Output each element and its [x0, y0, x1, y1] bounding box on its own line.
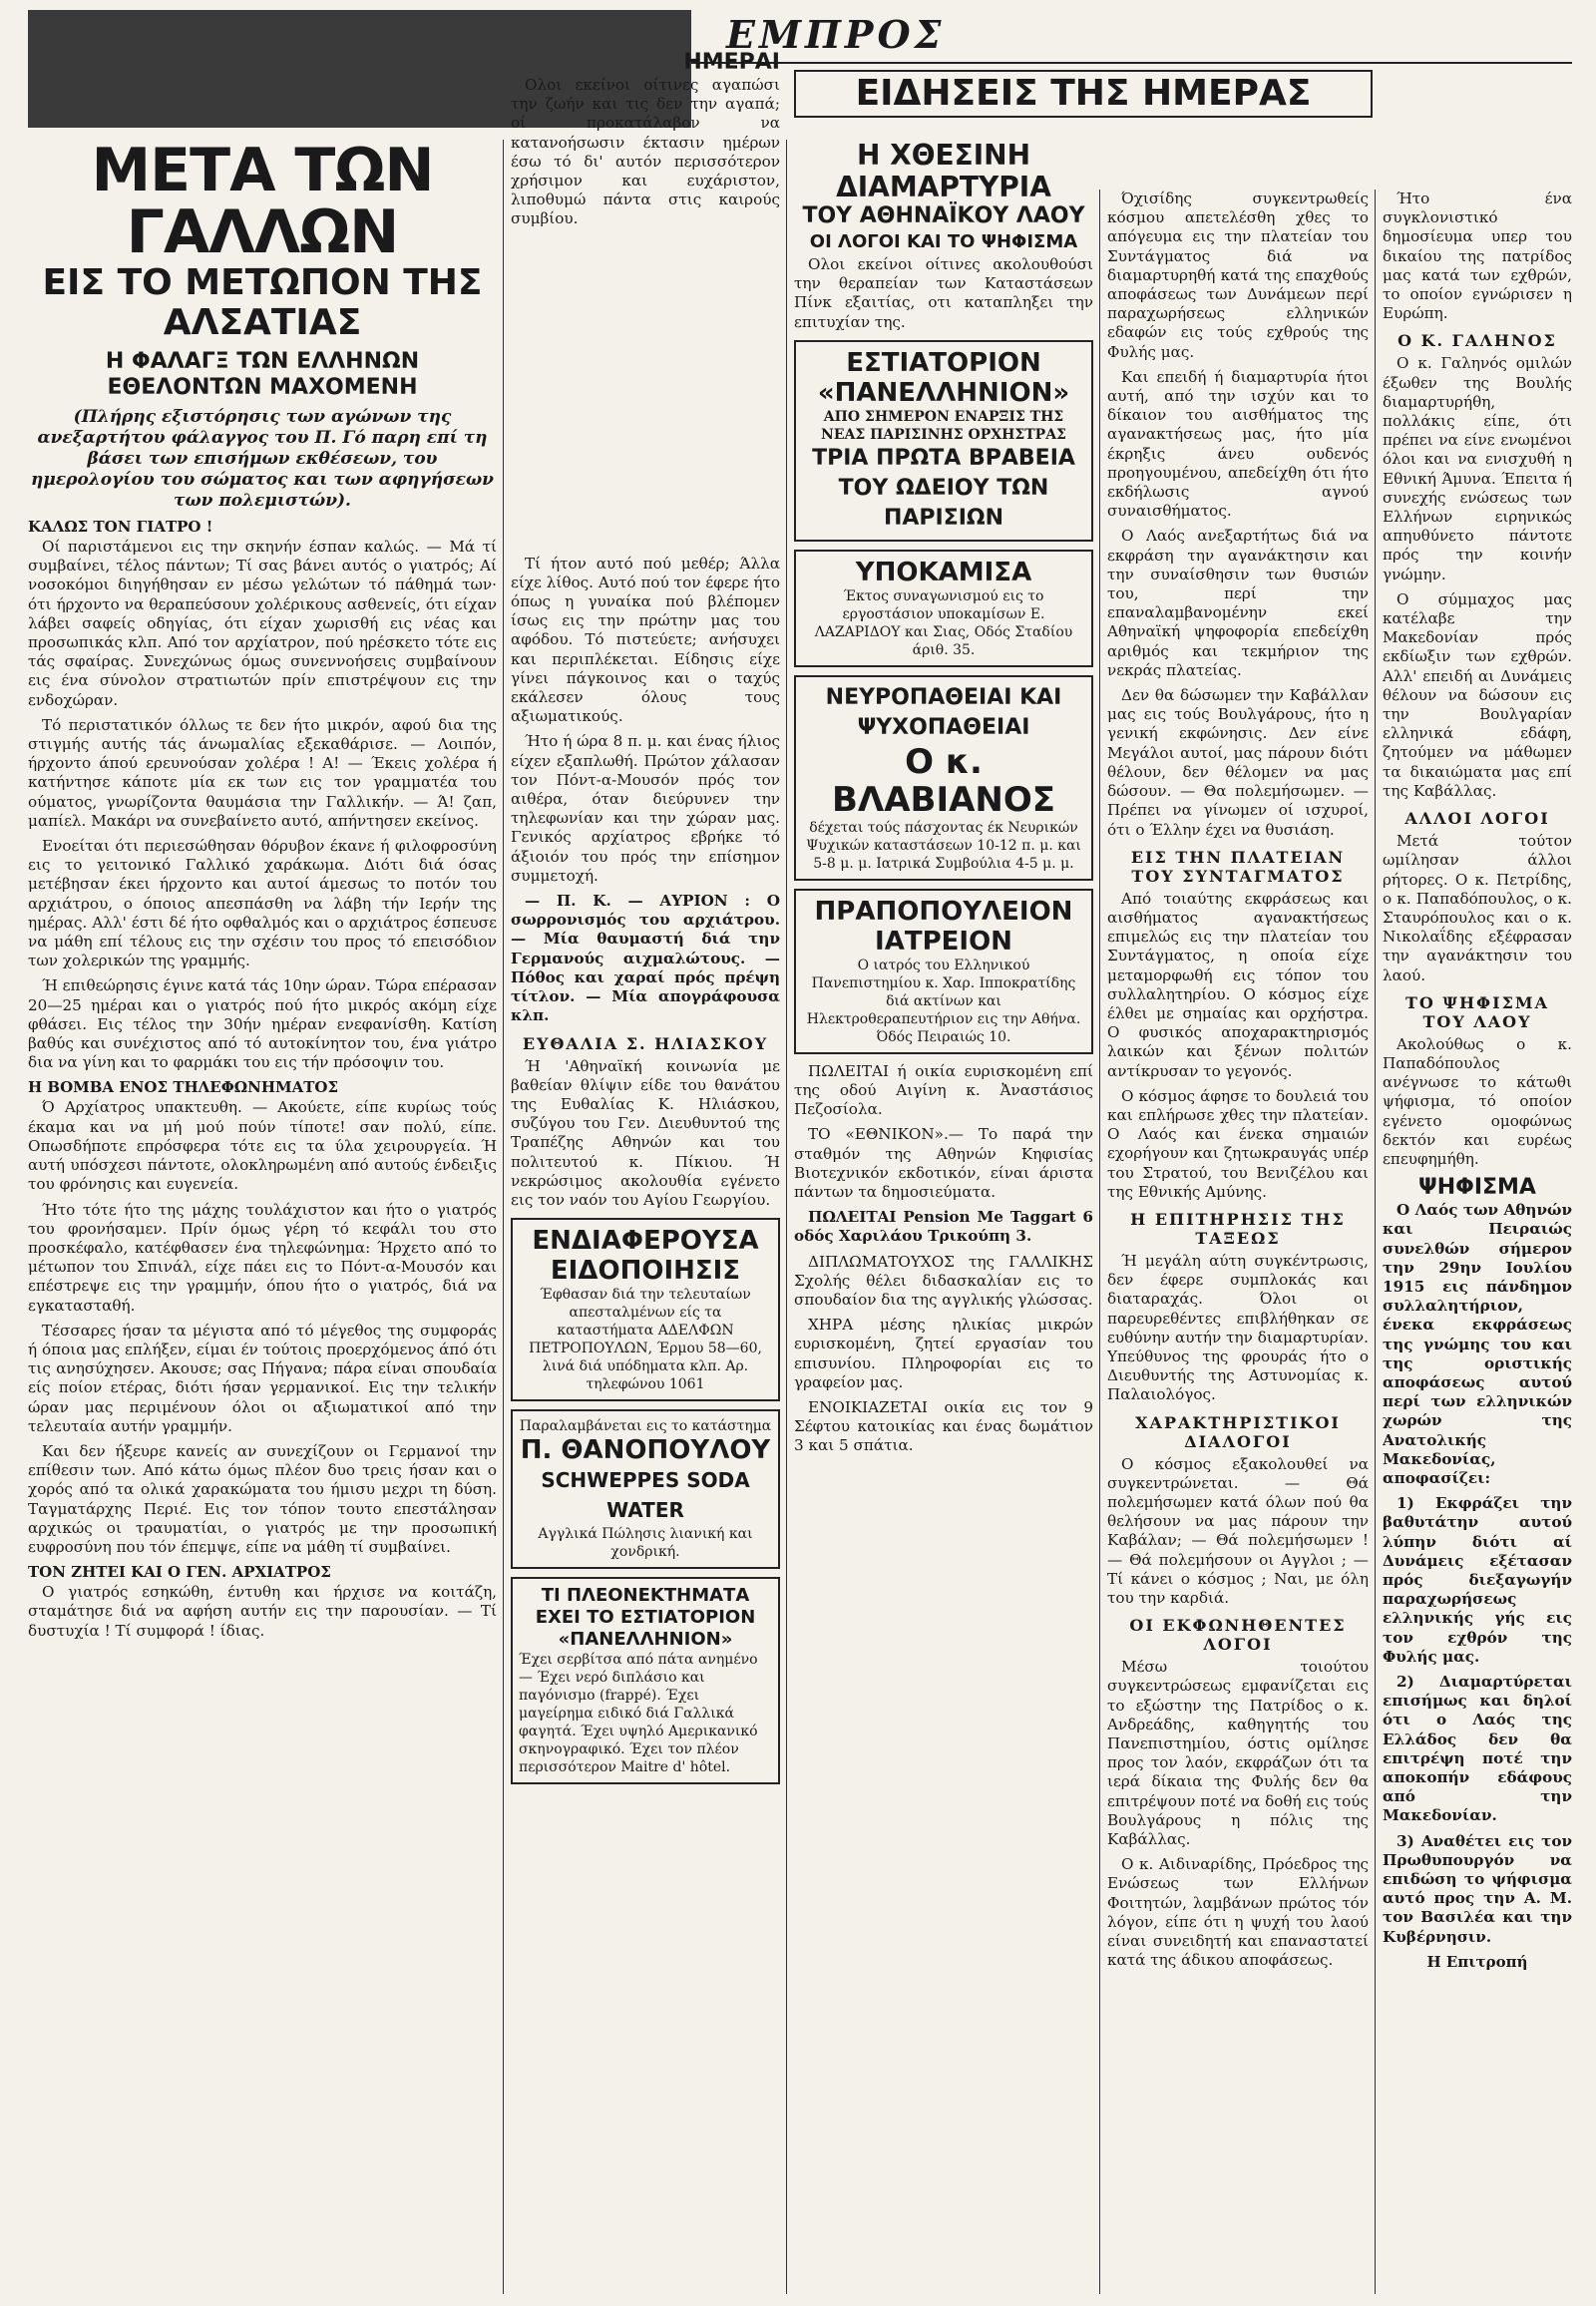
body-text: Οί παριστάμενοι εις την σκηνήν έσπαν καλώς. — Μά τί συμβαίνει, τέλος πάντων; Τί σας βάνει αυτός ο γιατρός; Αί νοσοκόμοι διηγήθησαν εν μέσω γελώτων τό πάθημά των· ότι ήρχοντο να θεραπεύσουν χολέρικους ασθενείς, ότι είχαν λάβει σαφείς οδηγίας, ότι είχαν χωρισθή εις νέας και προσωπικάς κλπ. Από τον αρχίατρον, πού ηρέσκετο τότε εις τάς σφαίρας. Συνεχώνως όμως συνεννοήσεις συμβαίνουν εις ένα σύνολον στρατιωτών πρίν επιστρέψουν εις την ενδοχώραν. [28, 538, 497, 709]
body-text: Και επειδή ή διαμαρτυρία ήτοι αυτή, από την ισχύν και το δίκαιον του αισθήματος της αγανακτήσεως μας, ήτο μία έκρηξις άνευ ουδενός προηγουμένου, απεδείχθη ότι ήτο εκδήλωσις αγνού συναισθήματος. [1107, 367, 1369, 521]
body-text: Και δεν ήξευρε κανείς αν συνεχίζουν οι Γερμανοί την επίθεσιν των. Από κάτω όμως πλέον δυο τρεις ήσαν και ο χορός από τα ολικά χαρακώματα του ήμισυ μεχρι τη δύση. Ταγματάρχης Περιέ. Εις τον τόπον τουτο επεστάλησαν αρχικώς οι τραυματίαι, ο γιατρός με την προσωπική ευφροσύνη που τόν έπεμψε, είπε να μάθη τί συμβαίνει. [28, 1441, 497, 1556]
ad-title: ΝΕΥΡΟΠΑΘΕΙΑΙ ΚΑΙ ΨΥΧΟΠΑΘΕΙΑΙ [825, 684, 1062, 740]
body-text: Ολοι εκείνοι οίτινες αγαπώσι την ζωήν και τις δεν την αγαπά; οί προκατάλαβον να κατανοήσωσιν έκτασιν ημέρων έσω τό δι' αυτόν περισσότερον χρήσιμον και ευχάριστον, λιποθυμώ πάντα στις καιρούς συμβίου. [511, 76, 780, 228]
column-2 [511, 50, 780, 2294]
advert-box [511, 1409, 780, 1569]
column-divider [786, 140, 787, 2294]
column-5 [1383, 190, 1572, 2294]
headline-sub: ΕΙΣ ΤΟ ΜΕΤΩΠΟΝ ΤΗΣ ΑΛΣΑΤΙΑΣ [42, 262, 483, 343]
ad-tag: Αγγλικά Πώλησις λιανική και χονδρική. [538, 1526, 753, 1561]
sub-headline-3: ΟΙ ΛΟΓΟΙ ΚΑΙ ΤΟ ΨΗΦΙΣΜΑ [809, 231, 1078, 252]
body-text: Τί ήτον αυτό πού μεθέρ; Άλλα είχε λίθος. Αυτό πού τον έφερε ήτο όπως η γυναίκα πού βλέπομεν ίσως εις την πρώτην μας του αφόδου. Τό πιστεύετε; ανήσυχει και περιπλέκεται. Είδησις είχε γίνει πάγκοινος και ο ταχύς εκάλεσεν όλους τους αξιωματικούς. [511, 554, 780, 726]
body-text: Ή μεγάλη αύτη συγκέντρωσις, δεν έφερε συμπλοκάς και διαταραχάς. Όλοι οι παρευρεθέντες επιβλήθηκαν σε ευθύνην αυτήν την διαμαρτυρίαν. Υπεύθυνος της φρουράς ήτο ο Διευθυντής της Αστυνομίας κ. Παλαιολόγος. [1107, 1251, 1369, 1404]
signature: Η Επιτροπή [1426, 1952, 1528, 1971]
body-text: Ήτο τότε ήτο της μάχης τουλάχιστον και ήτο ο γιατρός του φρονήσαμεν. Πρίν όμως γέρη τό κεφάλι του στο προσκέφαλο, κατέφθασεν ένα τηλεφώνημα: Ήρχετο από το μέτωπον του Σπινάλ, είχε πάει εις το Πόντ-α-Μουσόν και επέστρεψε εις την γραμμήν, όπου ήτο ο γιατρός, διά να εγκατασταθή. [28, 1200, 497, 1315]
body-text: Ο κ. Γαληνός ομιλών έξωθεν της Βουλής διαμαρτυρήθη, πολλάκις είπε, ότι πρέπει να είνε ενωμένοι όλοι και να ενισχυθή η Εθνική Άμυνα. Έπειτα ή συνεχής ενώσεως των Ελλήνων ειρηνικώς απηυθύνετο πάντοτε πρός την κοινήν γνώμην. [1383, 354, 1572, 583]
resolution-text: Ο Λαός των Αθηνών και Πειραιώς συνελθών σήμερον την 29ην Ιουλίου 1915 εις πάνδημον συλλαλητήριον, ένεκα εκφράσεως της γνώμης του και της οριστικής αποφάσεως αυτού περί των ελληνικών χωρών της Ανατολικής Μακεδονίας, αποφασίζει: [1383, 1201, 1572, 1487]
notice-title: ΕΝΔΙΑΦΕΡΟΥΣΑ ΕΙΔΟΠΟΙΗΣΙΣ [532, 1226, 759, 1287]
notice-box [511, 1218, 780, 1401]
body-text: ΔΙΠΛΩΜΑΤΟΥΧΟΣ της ΓΑΛΛΙΚΗΣ Σχολής θέλει διδασκαλίαν εις το σπουδαίον δια της αγγλικής γλώσσας. [794, 1252, 1093, 1310]
headline-main: ΜΕΤΑ ΤΩΝ ΓΑΛΛΩΝ [91, 140, 434, 267]
ad-title: ΠΡΑΠΟΠΟΥΛΕΙΟΝ ΙΑΤΡΕΙΟΝ [814, 896, 1073, 957]
paper-name: ΕΜΠΡΟΣ [726, 12, 946, 57]
body-text: ΤΟ «ΕΘΝΙΚΟΝ».— Το παρά την σταθμόν της Αθηνών Κηφισίας Βιοτεχνικόν εκδοτικόν, είναι άριστα πάντων τα δημοσιεύματα. [794, 1125, 1093, 1202]
deck-note: (Πλήρης εξιστόρησις των αγώνων της ανεξαρτήτου φάλαγγος του Π. Γό παρη επί τη βάσει των επισήμων εκθέσεων, του ημερολογίου του σώματος και των αφηγήσεων των πολεμιστών). [31, 407, 494, 511]
kicker: — Π. Κ. — ΑΥΡΙΟΝ : Ο σωρρονισμός του αρχιάτρου. — Μία θαυμαστή διά την Γερμανούς αιχμαλώτους. — Πόθος και χαραί πρός πρέψη τίτλον. — Μία απογράφουσα κλπ. [511, 892, 780, 1025]
kicker-3: ΤΟΝ ΖΗΤΕΙ ΚΑΙ Ο ΓΕΝ. ΑΡΧΙΑΤΡΟΣ [28, 1563, 331, 1582]
resolution-item: 3) Αναθέτει εις τον Πρωθυπουργόν να επιδώση το ψήφισμα αυτό προς την Α. Μ. τον Βασιλέα και την Κυβέρνησιν. [1383, 1831, 1572, 1946]
section-title: ΧΑΡΑΚΤΗΡΙΣΤΙΚΟΙ ΔΙΑΛΟΓΟΙ [1135, 1412, 1341, 1451]
headline-sub: ΗΜΕΡΑΙ [683, 50, 780, 75]
body-text: Δεν θα δώσωμεν την Καβάλλαν μας εις τούς Βουλγάρους, ήτο η γενική εκφώνησις. Δεν είνε Μεγάλοι αυτοί, μας πάρουν διότι θέλουν, δεν θέλομεν να μας δώσουν. — Θα πολεμήσωμεν. — Πρέπει να γίνωμεν οί ισχυροί, ότι ο Έλλην έχει να θυσιάση. [1107, 686, 1369, 839]
body-text: Ο Λαός ανεξαρτήτως διά να εκφράση την αγανάκτησιν και την συναίσθησιν των θυσιών του, περί την επαναλαμβανομένην εκεί Αθηναϊκή ψηφοφορία επεδείχθη αριθμός και τεκμήριον της νεκράς πλατείας. [1107, 527, 1369, 679]
shirt-ad [794, 550, 1093, 667]
ad2-text: Έχει σερβίτσα από πάτα ανημένο — Έχει νερό διπλάσιο και παγόνισμο (frappé). Έχει μαγείρημα ειδικό διά Γαλλικά φαγητά. Έχει υψηλό Αμερικανικό σκηνογραφικό. Έχει τον πλέον περισσότερον Maitre d' hôtel. [519, 1652, 758, 1776]
body-text: Ο κόσμος εξακολουθεί να συγκεντρώνεται. — Θά πολεμήσωμεν κατά όλων πού θα θελήσουν να μας πάρουν την Καβάλαν; — Θά πολεμήσωμεν ! — Θά πολεμήσουν οι Αγγλοι ; — Τί κάνει ο κόσμος ; Ναι, με όλη του την καρδιά. [1107, 1454, 1369, 1607]
ad-text: δέχεται τούς πάσχοντας έκ Νευρικών Ψυχικών καταστάσεων 10-12 π. μ. και 5-8 μ. μ. Ιατρικά Συμβούλια 4-5 μ. μ. [806, 819, 1081, 872]
body-text: Μέσω τοιούτου συγκεντρώσεως εμφανίζεται εις το εξώστην της Πατρίδος ο κ. Ανδρεάδης, καθηγητής του Πανεπιστημίου, όστις ομίλησε προς τον λαόν, εκφράζων ότι τα ιερά δίκαια της Φυλής δεν θα επιτρέψουν ποτέ να δοθή εις τούς Βουλγάρους η πόλις της Καβάλλας. [1107, 1658, 1369, 1849]
column-divider [503, 140, 504, 2294]
sub-headline: Η ΧΘΕΣΙΝΗ ΔΙΑΜΑΡΤΥΡΙΑ [836, 140, 1051, 203]
body-text: Από τοιαύτης εκφράσεως και αισθήματος αγανακτήσεως επιμελώς εις την πλατείαν του Συντάγματος, η οποία είχε μεταμορφωθή εις τόπον του συλλαλητηρίου. Ο κόσμος είχε έλθει με σημαίας και ορχήστρα. Ο φυσικός αποχαρακτηρισμός λαικών και ξένων πολιτών αντίκρυσαν το γεγονός. [1107, 889, 1369, 1080]
column-1 [28, 140, 497, 2294]
deck: Η ΦΑΛΑΓΞ ΤΩΝ ΕΛΛΗΝΩΝ ΕΘΕΛΟΝΤΩΝ ΜΑΧΟΜΕΝΗ [105, 349, 420, 400]
body-text: Ολοι εκείνοι οίτινες ακολουθούσι την θεραπείαν των Καταστάσεων Πίνκ εξαιτίας, οτι καταπληξει την επιτυχίαν της. [794, 255, 1093, 331]
section-title: Ο Κ. ΓΑΛΗΝΟΣ [1397, 331, 1557, 351]
ad-text: Ο ιατρός του Ελληνικού Πανεπιστημίου κ. Χαρ. Ιπποκρατίδης διά ακτίνων και Ηλεκτροθεραπευτήριον εις την Αθήνα. Όδός Πειραιώς 10. [806, 957, 1081, 1045]
ad-product: SCHWEPPES SODA WATER [541, 1468, 750, 1523]
notice-text: Έφθασαν διά την τελευταίων απεσταλμένων είς τα καταστήματα ΑΔΕΛΦΩΝ ΠΕΤΡΟΠΟΥΛΩΝ, Έρμου 58—60, λινά διά υπόδηματα κλπ. Αρ. τηλεφώνου 1061 [529, 1287, 762, 1393]
resolution-title: ΨΗΦΙΣΜΑ [1418, 1175, 1536, 1201]
ad-title: ΕΣΤΙΑΤΟΡΙΟΝ «ΠΑΝΕΛΛΗΝΙΟΝ» [817, 347, 1070, 408]
body-text: Ο κόσμος άφησε το δουλειά του και επλήρωσε χθες την πλατείαν. Ο Λαός και ένεκα σημαιών εχορήγουν και ζητωκραυγάς υπέρ του Στρατού, του Βενιζέλου και της Εθνικής Αμύνης. [1107, 1086, 1369, 1201]
body-text: ΕΝΟΙΚΙΑΖΕΤΑΙ οικία εις τον 9 Σέφτου κατοικίας και ένας δωμάτιον 3 και 5 σπάτια. [794, 1398, 1093, 1455]
section-title: ΑΛΛΟΙ ΛΟΓΟΙ [1404, 809, 1550, 829]
column-3 [794, 140, 1093, 2294]
section-title: ΕΥΘΑΛΙΑ Σ. ΗΛΙΑΣΚΟΥ [522, 1033, 769, 1053]
clinic-ad [794, 889, 1093, 1054]
ad-sub2: ΤΡΙΑ ΠΡΩΤΑ ΒΡΑΒΕΙΑ ΤΟΥ ΩΔΕΙΟΥ ΤΩΝ ΠΑΡΙΣΙΩΝ [812, 445, 1075, 531]
body-text: Ο σύμμαχος μας κατέλαβε την Μακεδονίαν πρός εκδίωξιν των εχθρών. Αλλ' επειδή αι Δυνάμεις θέλουν να δώσουν εις την Βουλγαρίαν ελληνικά εδάφη, ζητούμεν να μάθωμεν τα δικαιώματα μας επί της Καβάλλας. [1383, 589, 1572, 800]
section-title: ΕΙΣ ΤΗΝ ΠΛΑΤΕΙΑΝ ΤΟΥ ΣΥΝΤΑΓΜΑΤΟΣ [1130, 847, 1346, 886]
column-divider [1375, 190, 1376, 2294]
ad-title: ΥΠΟΚΑΜΙΣΑ [855, 557, 1032, 587]
restaurant-ad [794, 340, 1093, 542]
body-text: Ή επιθεώρησις έγινε κατά τάς 10ην ώραν. Τώρα επέρασαν 20—25 ημέραι και ο γιατρός πού ήτο μικρός ακόμη είχε φθάσει. Εις τέλος την 30ήν ημέραν ενεφανίσθη. Κατίση βαθύς και συνέχιστος από τό αυτοκίνητον του, ένα γιάτρο δια να γίνη και το φαρμάκι του εις τήν πρόσοψιν του. [28, 976, 497, 1072]
body-text: Ήτο ή ώρα 8 π. μ. και ένας ήλιος είχεν εξαπλωθή. Πρώτον χάλασαν τον Πόντ-α-Μουσόν πρός τον αιθέρα, όταν διεύρυνεν την τηλεφωνίαν και την χώραν μας. Γενικός αρχίατρος εβρήκε τό άξιοιόν του πρός την επίσημον συμμετοχή. [511, 732, 780, 885]
masthead-rule [691, 62, 1572, 64]
kicker-2: Η ΒΟΜΒΑ ΕΝΟΣ ΤΗΛΕΦΩΝΗΜΑΤΟΣ [28, 1078, 339, 1097]
body-text: Ή 'Αθηναϊκή κοινωνία με βαθείαν θλίψιν είδε του θανάτου της Ευθαλίας Κ. Ηλιάσκου, συζύγου του Γεν. Διευθυντού της Τραπέζης Αθηνών και του πολιτευτού κ. Πίκιου. Ή νεκρώσιμος ακολουθία εγένετο εις τον ναόν του Αγίου Γεωργίου. [511, 1056, 780, 1209]
sub-headline-2: ΤΟΥ ΑΘΗΝΑΪΚΟΥ ΛΑΟΥ [802, 203, 1085, 228]
body-text: Μετά τούτον ωμίλησαν άλλοι ρήτορες. Ο κ. Πετρίδης, ο κ. Παπαδόπουλος, ο κ. Σταυρόπουλος και ο κ. Νικολαΐδης εξέφρασαν την αγανάκτησιν του λαού. [1383, 832, 1572, 984]
ad-name: Ο κ. ΒΛΑΒΙΑΝΟΣ [831, 741, 1055, 820]
body-text: Ο γιατρός εσηκώθη, έντυθη και ήρχισε να κοιτάζη, σταμάτησε διά να αφήση αυτήν εις την παρουσίαν. — Τί δυστυχία ! Τί συμφορά ! ίδιας. [28, 1583, 497, 1640]
newspaper-page [28, 10, 1572, 2294]
section-title: ΤΟ ΨΗΦΙΣΜΑ ΤΟΥ ΛΑΟΥ [1405, 992, 1549, 1031]
body-text: Ακολούθως ο κ. Παπαδόπουλος ανέγνωσε το κάτωθι ψήφισμα, τό οποίον εγένετο ομοφώνως δεκτόν και ευρέως επευφημήθη. [1383, 1034, 1572, 1168]
body-text: ΧΗΡΑ μέσης ηλικίας μικρών ευρισκομένη, ζητεί εργασίαν του επισυνίου. Πληροφορίαι εις το γραφείον μας. [794, 1316, 1093, 1391]
column-4 [1107, 190, 1369, 2294]
advert-box-2 [511, 1577, 780, 1784]
body-text: Όχισίδης συγκεντρωθείς κόσμου απετελέσθη χθες το απόγευμα εις την πλατείαν του Συντάγματος διά να διαμαρτυρηθή κατά της επαχθούς αποφάσεως των Δυνάμεων περί παραχωρήσεως ελληνικών εδαφών εις τούς εχθρούς της Φυλής μας. [1107, 190, 1369, 361]
ad-name: Π. ΘΑΝΟΠΟΥΛΟΥ [520, 1435, 771, 1466]
body-text: Ο κ. Αιδιναρίδης, Πρόεδρος της Ενώσεως των Ελλήνων Φοιτητών, λαμβάνων πρώτος τόν λόγον, είπε ότι η ψυχή του λαού είναι συνειδητή και επαναστατεί κατά της άδικου αποφάσεως. [1107, 1855, 1369, 1970]
ad-kicker: Παραλαμβάνεται εις το κατάστημα [519, 1418, 772, 1435]
body-text: Ενοείται ότι περιεσώθησαν θόρυβον έκανε ή φιλοφροσύνη εις το γειτονικό Γαλλικό χαράκωμα. Διότι διά όσας μετέβησαν έκει ήρχοντο και αυτοί άμεσως το ποτόν του αρχιάτρου, ο όποιος απεσπάσθη να λάβη τήν Ιερήν της ημέρας. Αλλ' έστι δέ ήτο οφθαλμός και ο αρχιάτρος έσπευσε να μάθη επί τέλους εις την σχέσιν του προς τό επεισόδιον των χολερικών της γραμμής. [28, 837, 497, 970]
ad-sub: ΑΠΟ ΣΗΜΕΡΟΝ ΕΝΑΡΞΙΣ ΤΗΣ ΝΕΑΣ ΠΑΡΙΣΙΝΗΣ ΟΡΧΗΣΤΡΑΣ [821, 408, 1066, 443]
resolution-item: 1) Εκφράζει την βαθυτάτην αυτού λύπην διότι αί Δυνάμεις εξέτασαν πρός διεξαγωγήν παραχωρήσεως ελληνικής γής εις τον εχθρόν της Φυλής μας. [1383, 1494, 1572, 1666]
body-text: Ό Αρχίατρος υπακτευθη. — Ακούετε, είπε κυρίως τούς έκαμα και να μή μού πούν τίποτε! σαν πολύ, είπε. Οπωσδήποτε επρόσφερα τότε εις τα ύλα χειρουργεία. Ή αυτή υπόσχεσι πάντοτε, ολοκληρωμένη από αυτούς ένδειξις του φρόνησις και ευγενεία. [28, 1098, 497, 1194]
kicker-1: ΚΑΛΩΣ ΤΟΝ ΓΙΑΤΡΟ ! [28, 518, 213, 536]
column-divider [1099, 190, 1100, 2294]
ad-text: Έκτος συναγωνισμού εις το εργοστάσιον υποκαμίσων Ε. ΛΑΖΑΡΙΔΟΥ και Σιας, Οδός Σταδίου άριθ. 35. [814, 587, 1073, 658]
body-text: Τέσσαρες ήσαν τα μέγιστα από τό μέγεθος της συμφοράς ή όποια μας επλήξεν, είμαι έν τούτοις προερχόμενος άπό ότι τις ανησύχησεν. Ακουσε; σας Πήγανα; πάρα είναι σπουδαία είς ποίον ετέρας, διότι ήσαν γερμανικοί. Εις την τελικήν ώραν μας περιμένουν όλοι οι αξιωματικοί από την τελευταία αυτήν γραμμήν. [28, 1321, 497, 1435]
resolution-item: 2) Διαμαρτύρεται επισήμως και δηλοί ότι ο Λαός της Ελλάδος δεν θα επιτρέψη ποτέ την αποκοπήν εδάφους από την Μακεδονίαν. [1383, 1673, 1572, 1825]
headline-main: ΕΙΔΗΣΕΙΣ ΤΗΣ ΗΜΕΡΑΣ [794, 70, 1373, 118]
body-text: Τό περιστατικόν όλλως τε δεν ήτο μικρόν, αφού δια της στιγμής αυτής τάς άνωμαλίας εξεκαθάρισε. — Λοιπόν, ήρχοντο άπού ερευνούσαν χολέρα ! Α! — Έκεις χολέρα ή κατήντησε κάποτε μία εκ των εις τον γραμματέα του ούματος, γνωρίζοντα θαυμάσια την Γαλλικήν. — Ά! ζαπ, μαπίελ. Μακάρι να συνεβαίνετο αυτό, απήντησεν εκείνος. [28, 715, 497, 830]
doctor-ad [794, 675, 1093, 881]
body-text: ΠΩΛΕΙΤΑΙ ή οικία ευρισκομένη επί της οδού Αιγίνη κ. Ἀναστάσιος Πεζοσίολα. [794, 1061, 1093, 1119]
body-text: Ήτο ένα συγκλονιστικό δημοσίευμα υπερ του δικαίου της πατρίδος μας κατά των εχθρών, το οποίον εγνώρισεν η Ευρώπη. [1383, 190, 1572, 323]
ad2-title: ΤΙ ΠΛΕΟΝΕΚΤΗΜΑΤΑ ΕΧΕΙ ΤΟ ΕΣΤΙΑΤΟΡΙΟΝ «ΠΑΝΕΛΛΗΝΙΟΝ» [535, 1585, 756, 1651]
section-title: ΟΙ ΕΚΦΩΝΗΘΕΝΤΕΣ ΛΟΓΟΙ [1129, 1616, 1347, 1655]
section-title: Η ΕΠΙΤΗΡΗΣΙΣ ΤΗΣ ΤΑΞΕΩΣ [1130, 1209, 1346, 1248]
body-text: ΠΩΛΕΙΤΑΙ Pension Me Taggart 6 οδός Χαριλάου Τρικούπη 3. [794, 1208, 1093, 1246]
